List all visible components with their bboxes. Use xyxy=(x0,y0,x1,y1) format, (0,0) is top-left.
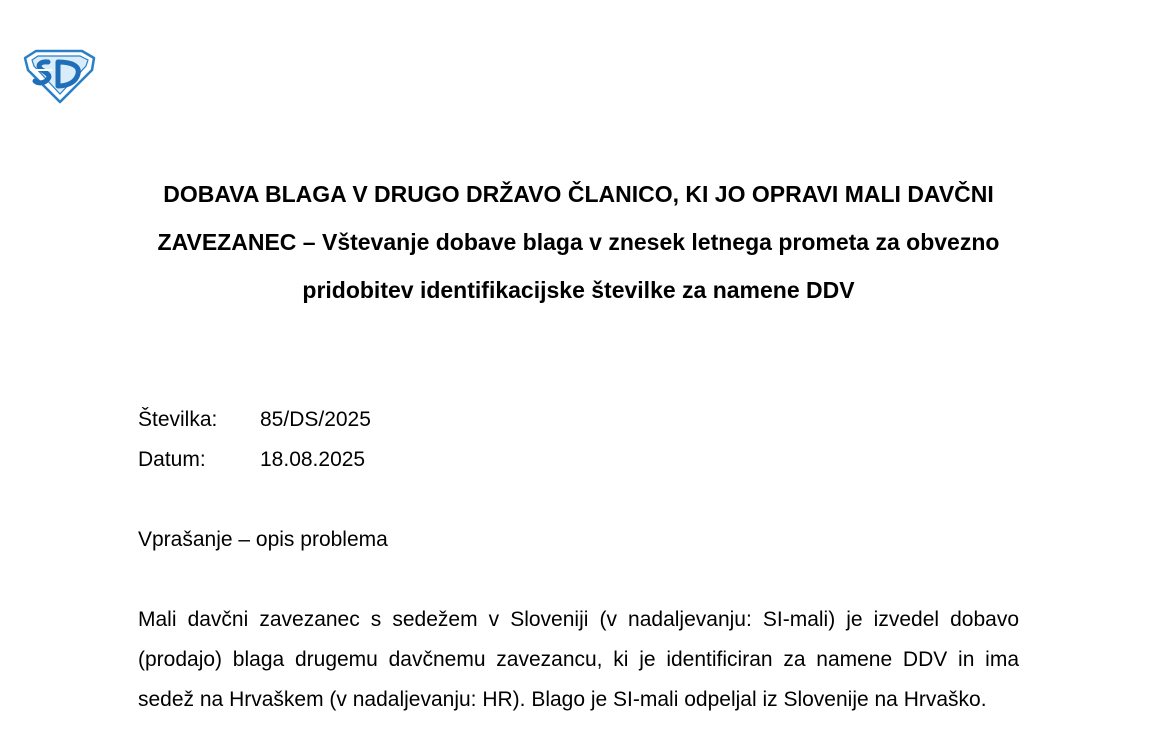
document-date-label: Datum: xyxy=(138,448,206,471)
fs-logo-icon xyxy=(22,48,96,104)
document-title: DOBAVA BLAGA V DRUGO DRŽAVO ČLANICO, KI JO OPRAVI MALI DAVČNI ZAVEZANEC – Vštevanje dobave blaga v znesek letnega prometa za obvezno pridobitev identifikacijske številke za namene DDV xyxy=(157,181,1000,303)
section-heading: Vprašanje – opis problema xyxy=(138,528,388,551)
document-number-value: 85/DS/2025 xyxy=(260,408,371,431)
document-date-value: 18.08.2025 xyxy=(260,448,366,471)
document-number-label: Številka: xyxy=(138,408,218,431)
body-paragraph: Mali davčni zavezanec s sedežem v Sloveniji (v nadaljevanju: SI-mali) je izvedel dobavo (prodajo) blaga drugemu davčnemu zavezancu, ki je identificiran za namene DDV in ima sedež na Hrvaškem (v nadaljevanju: HR). Blago je SI-mali odpeljal iz Slovenije na Hrvaško. xyxy=(138,608,1019,711)
document-date-row xyxy=(138,448,365,472)
document-number-row xyxy=(138,408,371,432)
